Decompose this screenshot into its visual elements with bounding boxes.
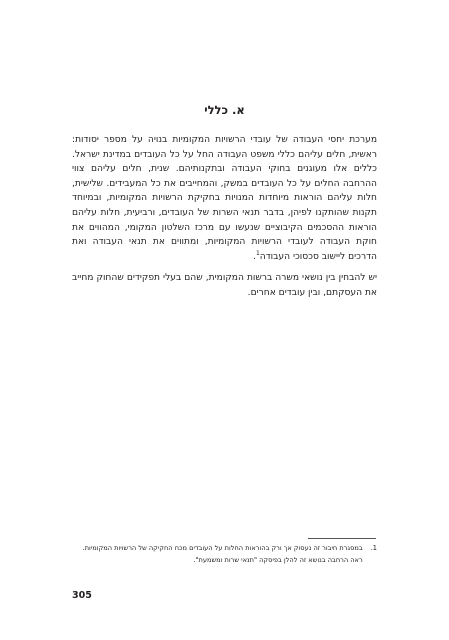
- paragraph-1-tail: .: [253, 251, 256, 262]
- page-number: 305: [72, 590, 92, 601]
- body-text: [72, 133, 377, 308]
- section-heading: א. כללי: [204, 103, 245, 117]
- paragraph-2: [72, 271, 377, 300]
- footnote-reference[interactable]: 1: [255, 249, 260, 257]
- paragraph-1-text: מערכת יחסי העבודה של עובדי הרשויות המקומיות בנויה על מספר יסודות: ראשית, חלים עליהם כללי משפט העבודה החל על כל העובדים במדינת ישראל. כללים אלו מעוגנים בחוקי העבודה ובתקנותיהם. שנית, חלים עליהם צווי ההרחבה החלים על כל העובדים במשק, והמחייבים את כל המעבידים. שלישית, חלות עליהם הוראות מיוחדות המנויות בחקיקת הרשויות המקומיות, ובמיוחד תקנות שהותקנו לפיהן, בדבר תנאי השרות של העובדים, ורביעית, חלות עליהם הוראות ההסכמים הקיבוציים שנעשו עם מרכז השלטון המקומי, המהווים את חוקת העבודה לעובדי הרשויות המקומיות, ומתווים את תנאי העבודה ואת הדרכים ליישוב סכסוכי העבודה: [72, 135, 377, 262]
- paragraph-2-text: יש להבחין בין נושאי משרה ברשות המקומית, שהם בעלי תפקידים שהחוק מחייב את העסקתם, ובין עובדים אחרים.: [72, 273, 377, 298]
- footnote-number: 1.: [370, 544, 377, 552]
- paragraph-1: [72, 133, 377, 264]
- footnote: [72, 542, 377, 566]
- footnote-text: במסגרת חיבור זה נעסוק אך ורק בהוראות החלות על העובדים מכח החקיקה של הרשויות המקומיות. ראה הרחבה בנושא זה להלן בפיסקה "תנאי שרות ומשמעת".: [82, 544, 363, 564]
- footnote-separator: [308, 538, 376, 539]
